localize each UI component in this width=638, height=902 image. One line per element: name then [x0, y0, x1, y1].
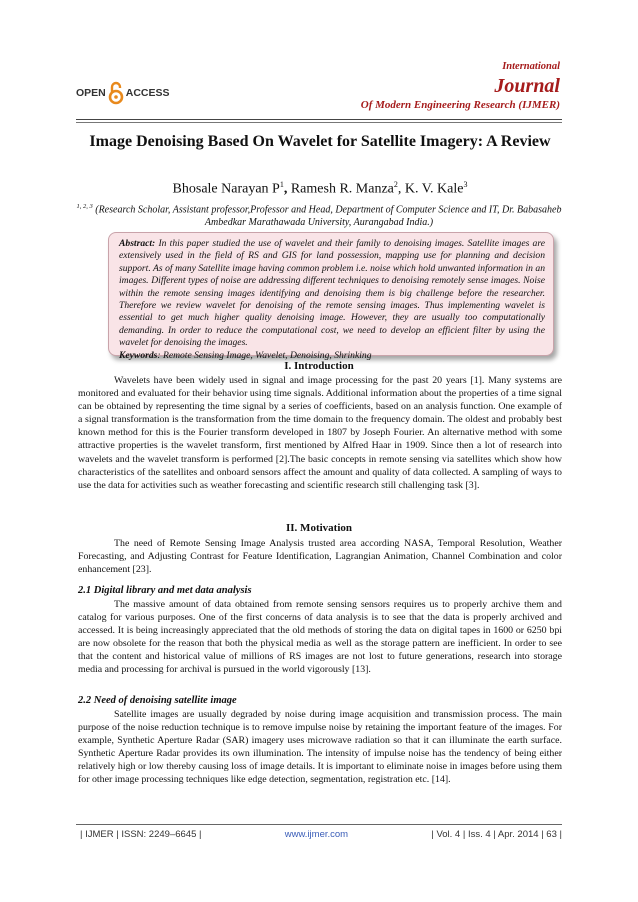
subsection-2-2-heading: 2.2 Need of denoising satellite image [78, 695, 237, 706]
journal-line-2: Journal [494, 75, 560, 97]
footer-website-link[interactable]: www.ijmer.com [284, 829, 349, 840]
header-divider-thin [76, 122, 562, 123]
subsection-2-2-paragraph [78, 708, 562, 787]
oa-open-text: OPEN [76, 87, 106, 99]
footer-divider [76, 824, 562, 825]
author-list: Bhosale Narayan $P^1$, Ramesh R. Manza$^2$, K. V. Kale$^3$ [172, 180, 468, 197]
abstract-label: Abstract: [119, 238, 156, 249]
oa-access-text: ACCESS [125, 87, 170, 99]
affiliation-sup: 1, 2, 3 [76, 203, 93, 210]
footer-volume-info: | Vol. 4 | Iss. 4 | Apr. 2014 | 63 | [431, 829, 562, 840]
abstract-text: In this paper studied the use of wavelet and their family to denoising images. Satellite images are extensively used in the field of RS and GIS for land possession, mapping use for planning and decision support. As of many Satellite image having common problem i.e. noise which hold unwanted information in an images. Different types of noise are addressing different techniques to denoising remotely sense images. Noise within the remote sensing images identifying and denoising them is big challenge before the researcher. Therefore we review wavelet for denoising of the remote sensing images. Thus implementing wavelet is essential to get much higher quality denoising image. However, they are usually too computationally demanding. In order to reduce the computational cost, we need to develop an efficient filter by using the wavelet for denoising the images. [119, 238, 545, 349]
subsection-2-2-text: Satellite images are usually degraded by noise during image acquisition and transmission process. The main purpose of the noise reduction technique is to remove impulse noise by retaining the important feature of the images. For example, Synthetic Aperture Radar (SAR) imagery uses microwave radiation so that it can illuminate the earth surface. Synthetic Aperture Radar provides its own illumination. The intensity of impulse noise has the tendency of being either relatively high or low thereby causing loss of image details. It is important to eliminate noise in images before using them for other image processing techniques like edge detection, segmentation, registration etc. [14]. [78, 709, 562, 786]
paper-title: Image Denoising Based On Wavelet for Satellite Imagery: A Review [89, 133, 551, 150]
journal-line-1: International [502, 61, 560, 72]
author-3-sup: 3 [463, 180, 468, 189]
keywords-text: : Remote Sensing Image, Wavelet, Denoising, Shrinking [157, 349, 372, 361]
journal-line-3: Of Modern Engineering Research (IJMER) [360, 99, 560, 111]
section-2-heading: II. Motivation [286, 522, 352, 534]
author-1: Bhosale Narayan P [172, 181, 280, 197]
open-access-logo [76, 80, 170, 106]
section-2-paragraph [78, 537, 562, 576]
abstract-box [108, 232, 554, 361]
subsection-2-1-text: The massive amount of data obtained from remote sensing sensors requires us to properly archive them and catalog for various purposes. One of the first concerns of data analysis is to see that the data is properly archived and accessed. It is being increasingly appreciated that the old methods of storing the data on digital tapes in 1600 or 6250 bpi are now obsolete for the reason that both the physical media as well as the storage pattern are inefficient. In order to see that the content and historical value of millions of RS images are not lost to future generations, research into storage media and processing for archival is pursued in the world vigorously [13]. [78, 599, 562, 676]
footer-issn: | IJMER | ISSN: 2249–6645 | [80, 829, 202, 840]
section-1-heading: I. Introduction [284, 360, 354, 372]
keywords-label: Keywords [119, 349, 158, 361]
journal-name [361, 60, 560, 112]
author-3: K. V. Kale [404, 181, 464, 197]
open-access-lock-icon [108, 81, 124, 105]
subsection-2-1-heading: 2.1 Digital library and met data analysis [78, 585, 252, 596]
section-2-text: The need of Remote Sensing Image Analysis trusted area according NASA, Temporal Resolution, Weather Forecasting, and Adjusting Contrast for Feature Identification, Lagrangian Animation, Channel Combination and color enhancement [23]. [78, 538, 562, 576]
author-2-sup: 2 [393, 180, 398, 189]
page-footer [80, 829, 562, 840]
section-1-text: Wavelets have been widely used in signal and image processing for the past 20 years [1]. Many systems are monitored and evaluated for their behavior using time signals. Additional information about the properties of a time signal can be obtained by representing the time signal by a series of coefficients, based on an analysis function. One example of a signal transformation is the transformation from the time domain to the frequency domain. The oldest and probably best known method for this is the Fourier transform developed in 1807 by Joseph Fourier. An alternative method with some attractive properties is the wavelet transform, first mentioned by Alfred Haar in 1909. Since then a lot of research into wavelets and the wavelet transform is performed [2].The basic concepts in remote sensing via satellites which show how characteristics of the satellites and onboard sensors affect the amount and quality of data collected. A sampling of ways to use the data for activities such as weather forecasting and scientific research still challenging task [3]. [78, 375, 562, 491]
author-2: Ramesh R. Manza [290, 181, 394, 197]
affiliation-text: (Research Scholar, Assistant professor,Professor and Head, Department of Computer Science and IT, Dr. Babasaheb Ambedkar Marathawada University, Aurangabad India.) [95, 204, 562, 229]
abstract-paragraph [119, 238, 545, 350]
author-1-sup: 1 [279, 180, 284, 189]
header-divider [76, 119, 562, 120]
subsection-2-1-paragraph [78, 598, 562, 677]
section-1-paragraph [78, 374, 562, 492]
affiliation [66, 200, 572, 229]
